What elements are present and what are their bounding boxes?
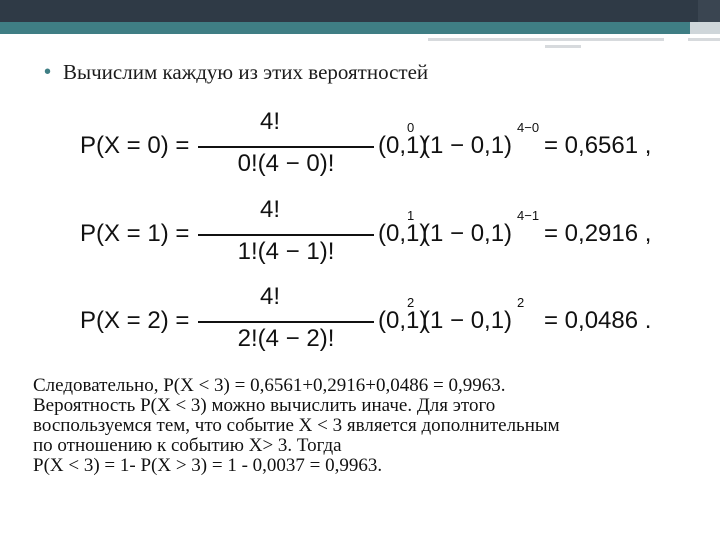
power-base-p: (0,1) (378, 220, 428, 247)
header-dark-bar (0, 0, 720, 22)
power-exponent-p: 0 (407, 120, 415, 135)
fraction-denominator: 2!(4 − 2)! (237, 325, 335, 352)
power-exponent-q: 4−0 (517, 120, 540, 135)
conclusion-line: воспользуемся тем, что событие X < 3 является дополнительным (33, 415, 560, 436)
formula-lhs: P(X = 0) = (80, 132, 190, 159)
formula-lhs: P(X = 1) = (80, 220, 190, 247)
formula-result: = 0,6561 , (544, 132, 652, 159)
conclusion-line: Вероятность P(X < 3) можно вычислить иначе. Для этого (33, 395, 496, 416)
header-accent-gap (690, 22, 720, 34)
fraction-bar (198, 146, 374, 148)
power-base-q: (1 − 0,1) (422, 307, 513, 334)
fraction-numerator: 4! (259, 283, 280, 310)
fraction-bar (198, 234, 374, 236)
slide-heading: Вычислим каждую из этих вероятностей (63, 60, 429, 84)
power-base-q: (1 − 0,1) (422, 132, 513, 159)
formula-lhs: P(X = 2) = (80, 307, 190, 334)
power-exponent-p: 1 (407, 208, 415, 223)
header-rule (688, 38, 720, 41)
header-rule (428, 38, 664, 41)
formula-result: = 0,0486 . (544, 307, 652, 334)
conclusion-line: по отношению к событию X> 3. Тогда (33, 435, 342, 456)
fraction-denominator: 1!(4 − 1)! (237, 238, 335, 265)
fraction-denominator: 0!(4 − 0)! (237, 150, 335, 177)
power-exponent-p: 2 (407, 295, 415, 310)
fraction-bar (198, 321, 374, 323)
power-exponent-q: 2 (517, 295, 525, 310)
header-rule (545, 45, 581, 48)
power-base-p: (0,1) (378, 307, 428, 334)
power-base-q: (1 − 0,1) (422, 220, 513, 247)
conclusion-line: P(X < 3) = 1- P(X > 3) = 1 - 0,0037 = 0,9963. (33, 455, 383, 476)
header-corner-block (698, 0, 720, 22)
formula-result: = 0,2916 , (544, 220, 652, 247)
bullet-icon: • (44, 61, 52, 83)
fraction-numerator: 4! (259, 108, 280, 135)
power-exponent-q: 4−1 (517, 208, 540, 223)
conclusion-line: Следовательно, P(X < 3) = 0,6561+0,2916+0,0486 = 0,9963. (33, 375, 506, 396)
fraction-numerator: 4! (259, 196, 280, 223)
power-base-p: (0,1) (378, 132, 428, 159)
header-accent-bar (0, 22, 720, 34)
conclusion-text (33, 376, 683, 476)
